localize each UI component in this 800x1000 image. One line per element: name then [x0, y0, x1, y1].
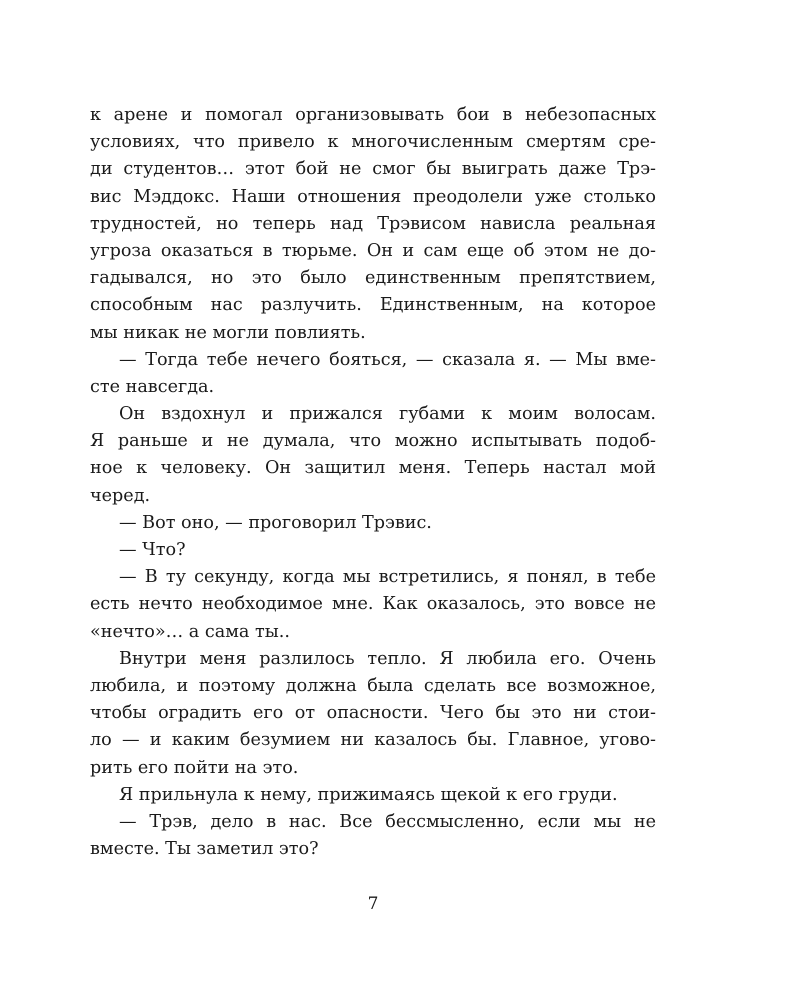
- text-line: к арене и помогал организовывать бои в небезопасных: [90, 105, 656, 125]
- text-line: условиях, что привело к многочисленным смертям сре-: [90, 132, 656, 153]
- text-line: — В ту секунду, когда мы встретились, я понял, в тебе: [119, 567, 656, 588]
- text-line: вис Мэддокс. Наши отношения преодолели уже столько: [90, 186, 656, 207]
- text-line: способным нас разлучить. Единственным, на которое: [90, 295, 656, 316]
- page-number: 7: [367, 894, 379, 914]
- text-line: чтобы оградить его от опасности. Чего бы это ни стои-: [90, 703, 656, 724]
- text-line: Он вздохнул и прижался губами к моим волосам.: [119, 404, 656, 425]
- text-line: есть нечто необходимое мне. Как оказалось, это вовсе не: [90, 594, 656, 615]
- text-line: Я прильнула к нему, прижимаясь щекой к его груди.: [119, 784, 618, 805]
- text-line: черед.: [90, 485, 151, 506]
- text-line: Внутри меня разлилось тепло. Я любила его. Очень: [119, 648, 656, 669]
- text-line: ло — и каким безумием ни казалось бы. Главное, угово-: [90, 730, 656, 751]
- text-line: угроза оказаться в тюрьме. Он и сам еще об этом не до-: [90, 240, 656, 261]
- text-line: — Вот оно, — проговорил Трэвис.: [119, 512, 432, 533]
- text-line: — Что?: [119, 540, 186, 560]
- text-line: — Тогда тебе нечего бояться, — сказала я. — Мы вме-: [119, 349, 656, 370]
- book-page-text: [90, 102, 656, 863]
- text-line: Я раньше и не думала, что можно испытывать подоб-: [90, 431, 656, 452]
- text-line: мы никак не могли повлиять.: [90, 322, 366, 343]
- text-line: рить его пойти на это.: [90, 757, 299, 778]
- text-line: сте навсегда.: [90, 376, 215, 397]
- text-line: ное к человеку. Он защитил меня. Теперь настал мой: [90, 458, 656, 479]
- text-line: любила, и поэтому должна была сделать все возможное,: [90, 675, 656, 696]
- text-line: трудностей, но теперь над Трэвисом нависла реальная: [90, 213, 656, 234]
- text-line: «нечто»… а сама ты..: [90, 621, 290, 642]
- text-line: вместе. Ты заметил это?: [90, 839, 319, 860]
- text-line: гадывался, но это было единственным препятствием,: [90, 268, 656, 289]
- text-line: ди студентов… этот бой не смог бы выиграть даже Трэ-: [90, 159, 656, 180]
- text-line: — Трэв, дело в нас. Все бессмысленно, если мы не: [119, 811, 656, 832]
